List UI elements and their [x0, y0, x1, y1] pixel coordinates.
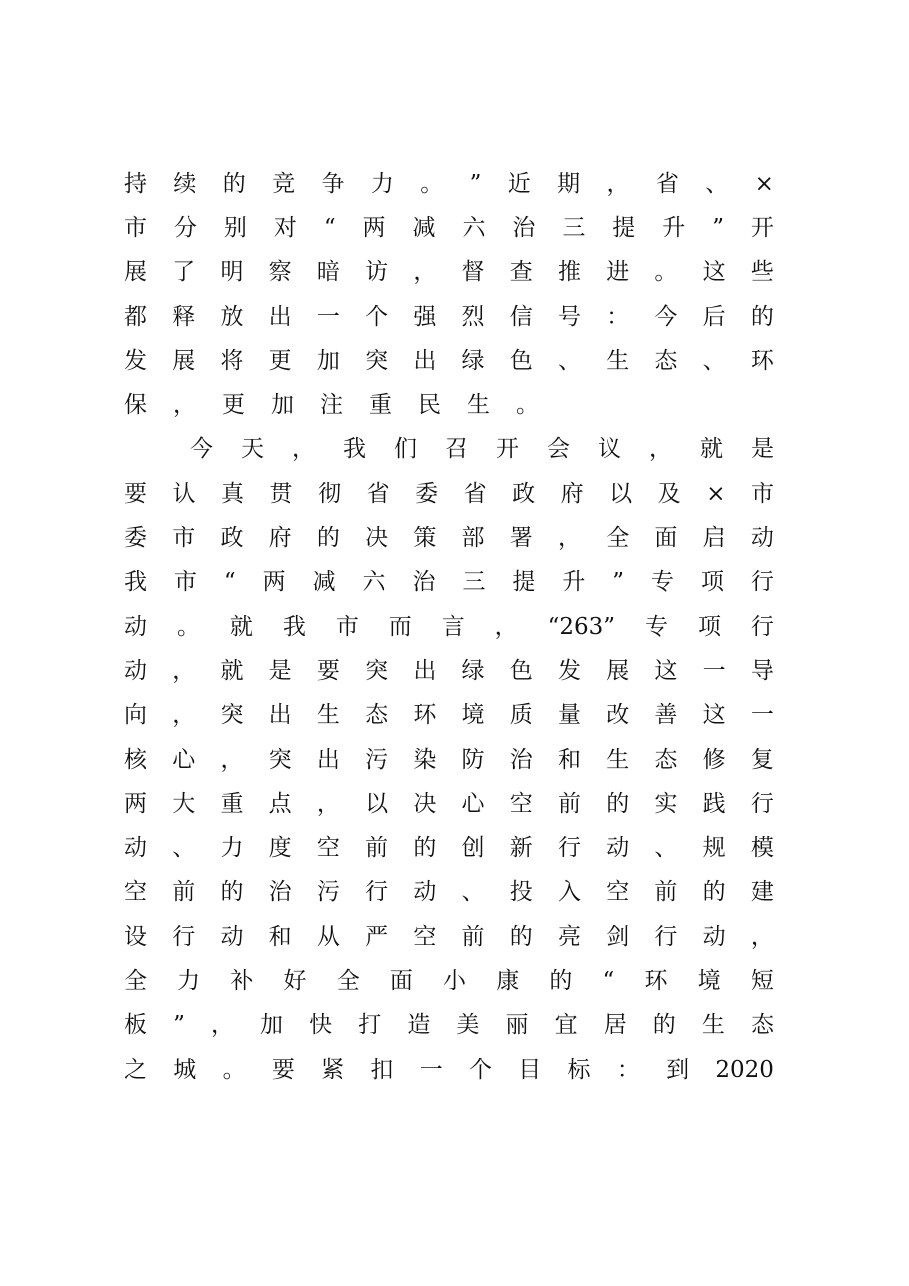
text-line: 委 市 政 府 的 决 策 部 署 ， 全 面 启 动 [124, 525, 774, 552]
text-line: 两 大 重 点 ， 以 决 心 空 前 的 实 践 行 [124, 790, 774, 817]
text-line: 今 天 ， 我 们 召 开 会 议 ， 就 是 [190, 436, 774, 463]
text-line: 展 了 明 察 暗 访 ， 督 查 推 进 。 这 些 [124, 259, 774, 286]
text-line: 空 前 的 治 污 行 动 、 投 入 空 前 的 建 [124, 879, 774, 906]
text-line: 都 释 放 出 一 个 强 烈 信 号 ： 今 后 的 [124, 303, 774, 330]
text-line: 发 展 将 更 加 突 出 绿 色 、 生 态 、 环 [124, 347, 774, 374]
text-line: 持 续 的 竞 争 力 。 ” 近 期 ， 省 、 × [124, 170, 774, 197]
text-line: 动 。 就 我 市 而 言 ， “263” 专 项 行 [124, 613, 774, 640]
text-line: 市 分 别 对 “ 两 减 六 治 三 提 升 ” 开 [124, 214, 774, 241]
text-line: 全 力 补 好 全 面 小 康 的 “ 环 境 短 [124, 967, 774, 994]
text-line: 之 城 。 要 紧 扣 一 个 目 标 ： 到 2020 [124, 1056, 774, 1083]
text-line: 板 ” ， 加 快 打 造 美 丽 宜 居 的 生 态 [124, 1012, 774, 1039]
text-line: 向 ， 突 出 生 态 环 境 质 量 改 善 这 一 [124, 702, 774, 729]
text-line: 我 市 “ 两 减 六 治 三 提 升 ” 专 项 行 [124, 569, 774, 596]
text-line: 动 、 力 度 空 前 的 创 新 行 动 、 规 模 [124, 835, 774, 862]
text-line: 设 行 动 和 从 严 空 前 的 亮 剑 行 动 ， [124, 923, 774, 950]
text-line: 核 心 ， 突 出 污 染 防 治 和 生 态 修 复 [124, 746, 774, 773]
body-text [124, 162, 774, 1092]
text-line: 要 认 真 贯 彻 省 委 省 政 府 以 及 × 市 [124, 480, 774, 507]
text-line: 保 ， 更 加 注 重 民 生 。 [124, 392, 539, 419]
text-line: 动 ， 就 是 要 突 出 绿 色 发 展 这 一 导 [124, 657, 774, 684]
